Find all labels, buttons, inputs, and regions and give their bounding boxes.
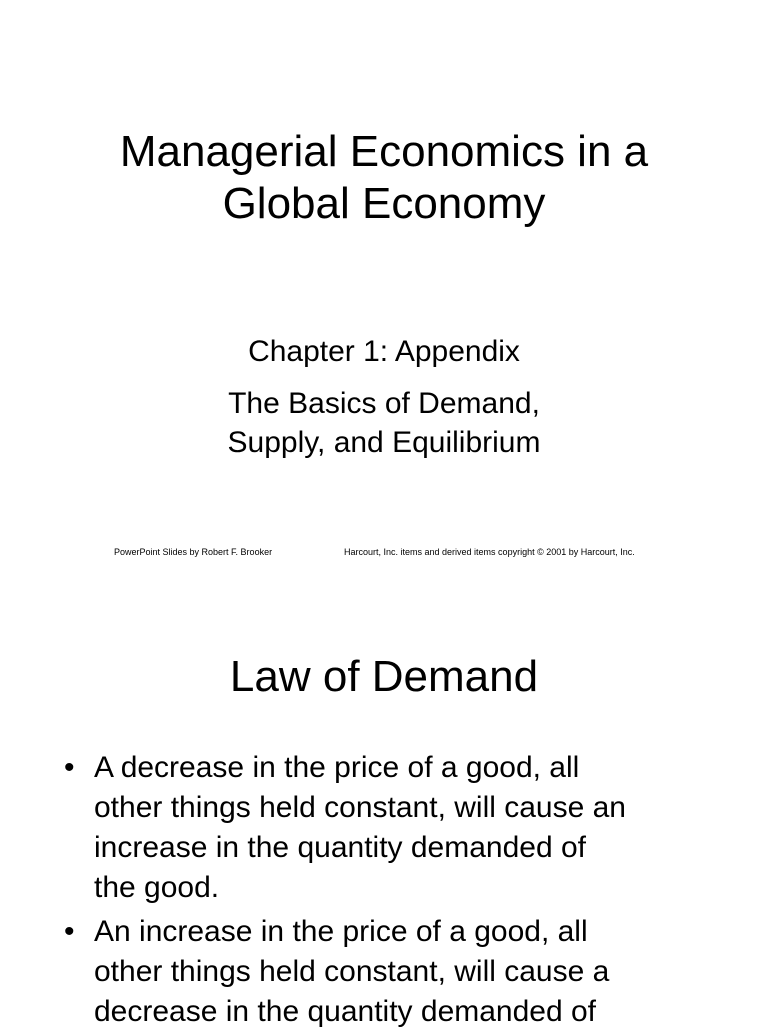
bullet-line: increase in the quantity demanded of (94, 831, 586, 864)
bullet-item (0, 748, 768, 908)
footer-copyright: Harcourt, Inc. items and derived items copyright © 2001 by Harcourt, Inc. (344, 547, 635, 557)
bullet-icon: • (64, 915, 75, 948)
slide-title: Law of Demand (229, 652, 539, 701)
slide-title (0, 126, 768, 230)
subtitle-line-1: The Basics of Demand, (228, 387, 540, 420)
footer-author: PowerPoint Slides by Robert F. Brooker (114, 547, 273, 557)
bullet-line: the good. (94, 871, 220, 904)
bullet-line: other things held constant, will cause a (94, 955, 610, 988)
bullet-text (94, 912, 734, 1032)
bullet-icon: • (64, 751, 75, 784)
bullet-item (0, 912, 768, 1032)
bullet-list (0, 748, 768, 1036)
bullet-line: other things held constant, will cause an (94, 791, 626, 824)
bullet-text (94, 748, 734, 908)
bullet-line: decrease in the quantity demanded of (94, 995, 597, 1028)
slide-subtitle (0, 384, 768, 462)
title-line-1: Managerial Economics in a (119, 127, 649, 176)
bullet-line: An increase in the price of a good, all (94, 915, 588, 948)
subtitle-line-2: Supply, and Equilibrium (227, 426, 541, 459)
chapter-label: Chapter 1: Appendix (248, 335, 520, 368)
title-line-2: Global Economy (222, 179, 546, 228)
bullet-line: A decrease in the price of a good, all (94, 751, 580, 784)
